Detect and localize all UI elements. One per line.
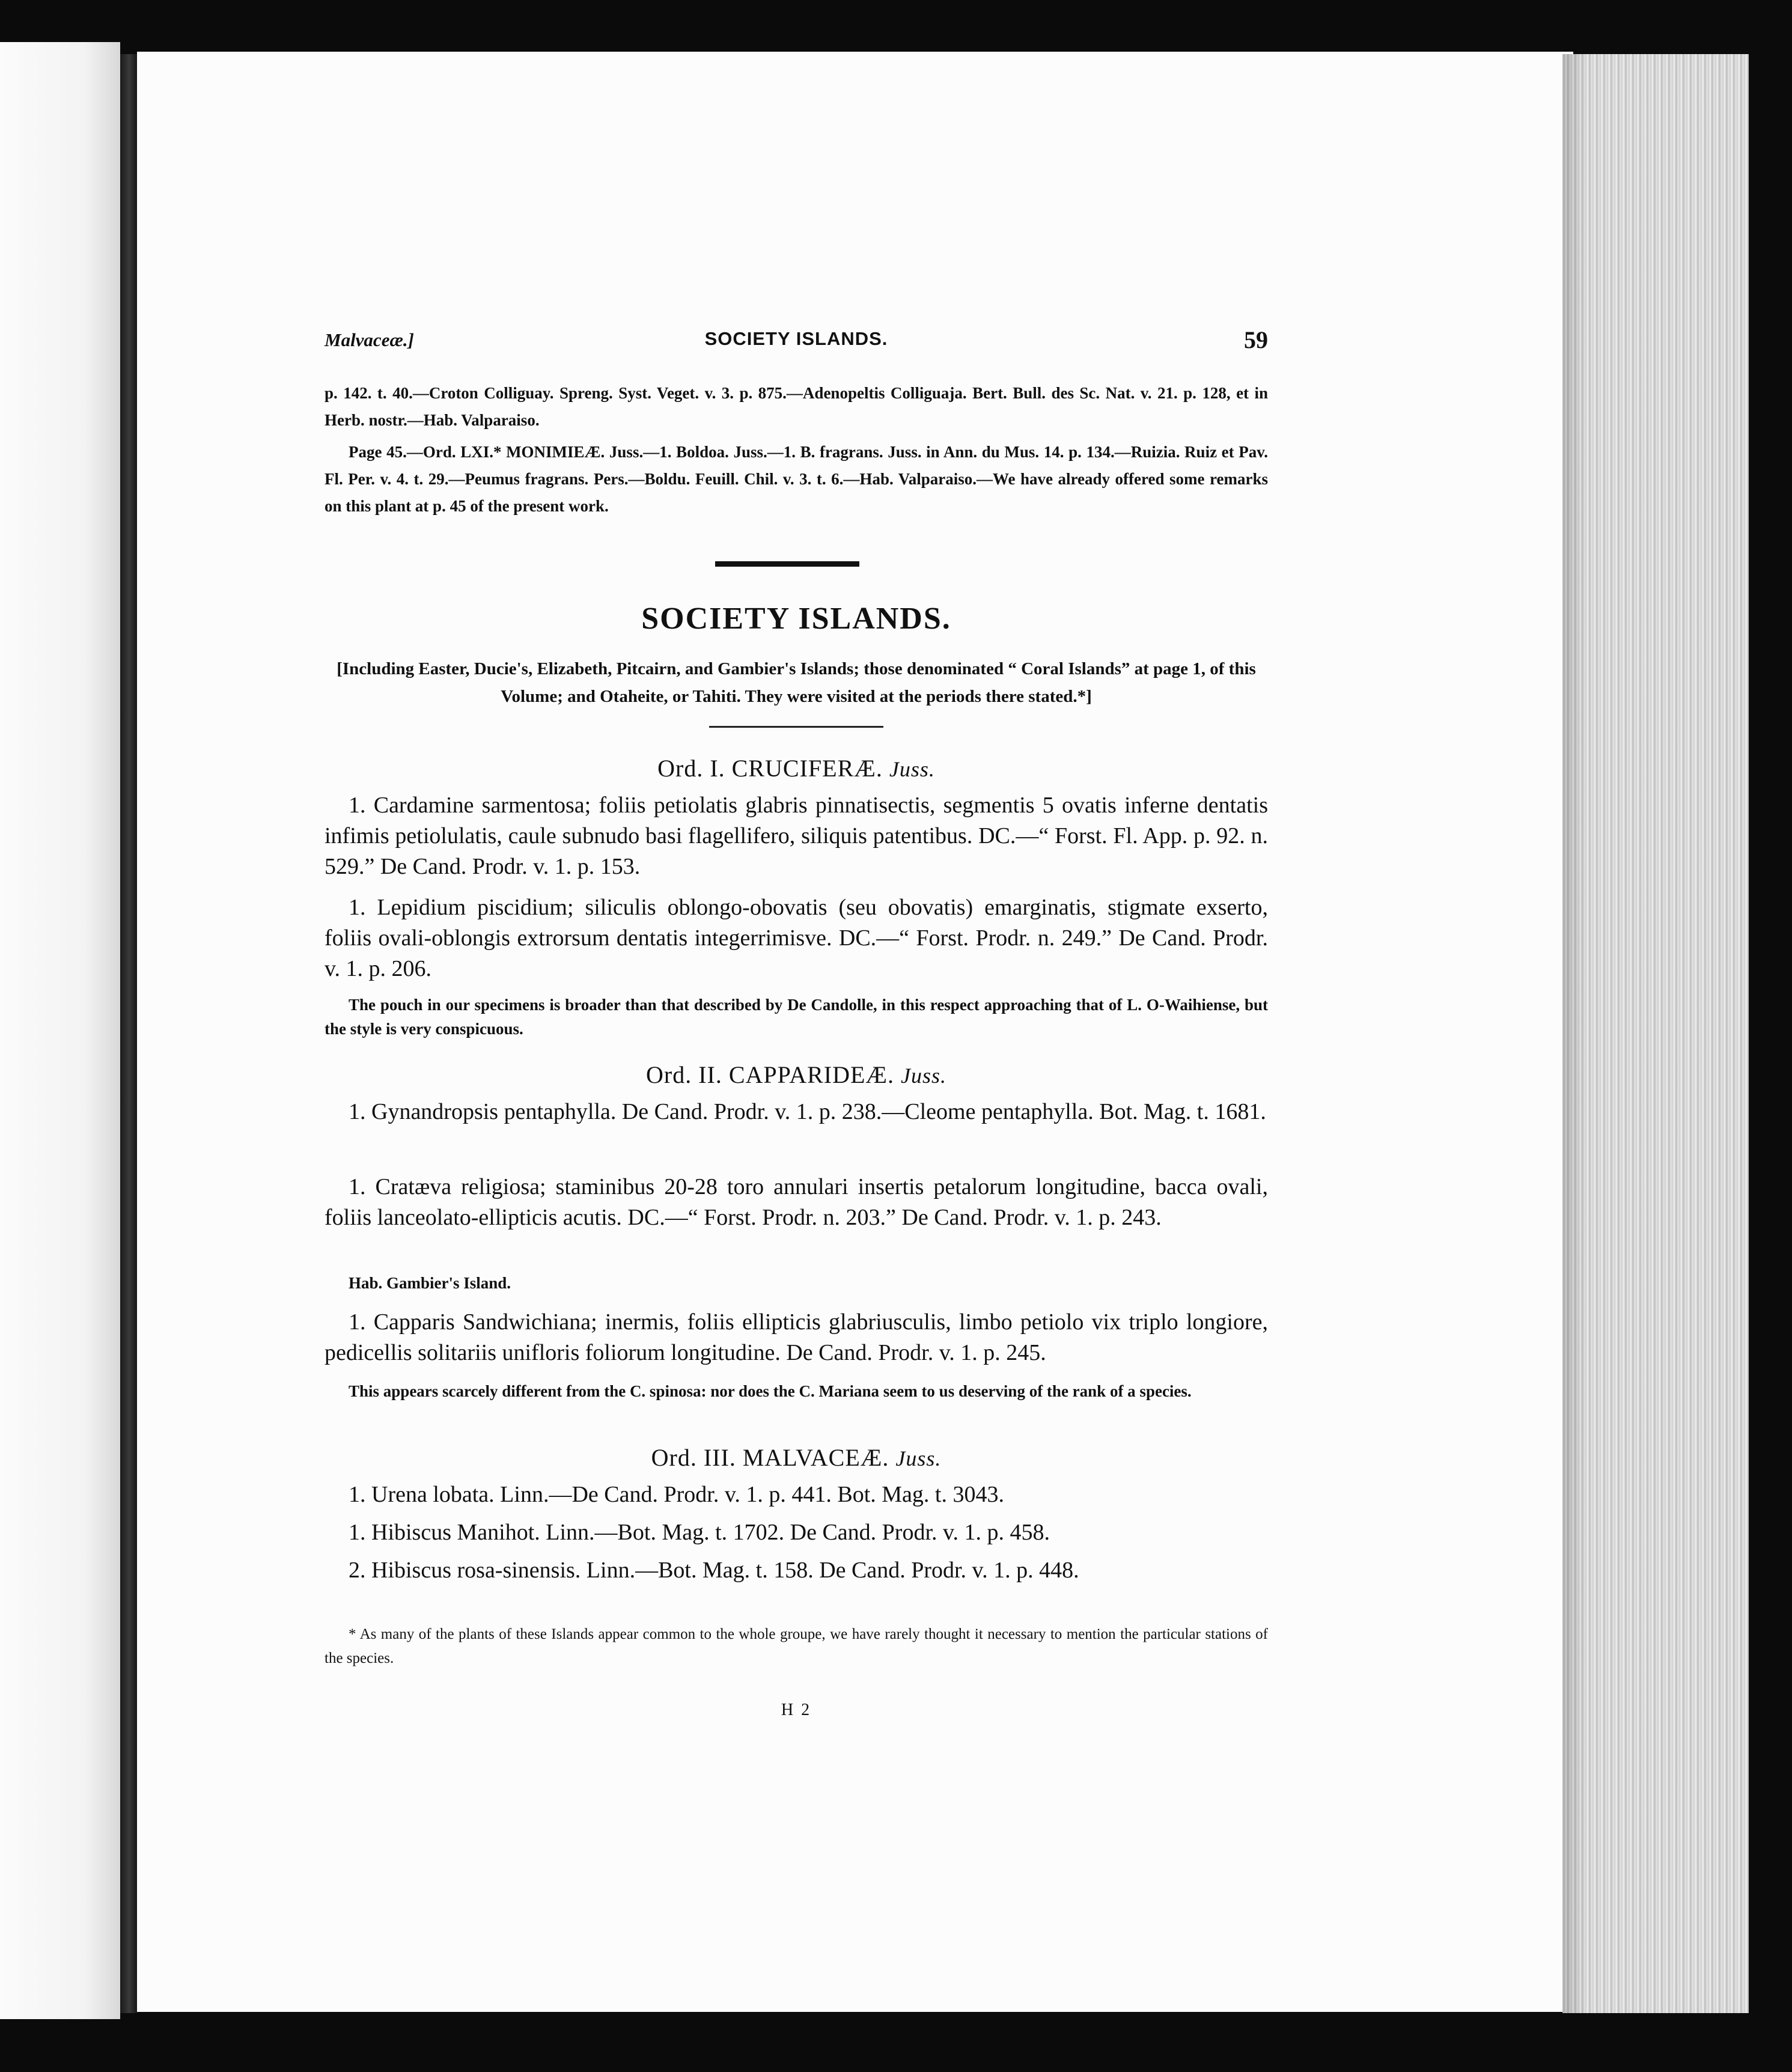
entry-crataeva: 1. Cratæva religiosa; staminibus 20-28 toro annulari insertis petalorum longitudine, bacca ovali, foliis lanceolato-ellipticis acutis. DC.—“ Forst. Prodr. n. 203.” De Cand. Prodr. v. 1. p. 243. [325,1174,1268,1230]
order-1-authority: Juss. [889,757,935,781]
carryover-paragraph-1: p. 142. t. 40.—Croton Colliguay. Spreng. Syst. Veget. v. 3. p. 875.—Adenopeltis Colliguaja. Bert. Bull. des Sc. Nat. v. 21. p. 128, et in Herb. nostr.—Hab. Valparaiso. [325,384,1268,429]
section-title: SOCIETY ISLANDS. [641,602,951,636]
order-1-name: Ord. I. CRUCIFERÆ. [657,755,883,782]
subtitle-rule [709,726,883,728]
order-3-authority: Juss. [895,1446,942,1470]
order-2-authority: Juss. [901,1064,946,1088]
entry-hibiscus-manihot: 1. Hibiscus Manihot. Linn.—Bot. Mag. t. 1702. De Cand. Prodr. v. 1. p. 458. [349,1520,1050,1545]
footnote: * As many of the plants of these Islands appear common to the whole groupe, we have rarely thought it necessary to mention the particular stations of the species. [325,1626,1268,1666]
order-2-name: Ord. II. CAPPARIDEÆ. [645,1061,894,1088]
entry-gynandropsis: 1. Gynandropsis pentaphylla. De Cand. Prodr. v. 1. p. 238.—Cleome pentaphylla. Bot. Mag. t. 1681. [349,1099,1266,1124]
entry-hibiscus-rosa: 2. Hibiscus rosa-sinensis. Linn.—Bot. Mag. t. 158. De Cand. Prodr. v. 1. p. 448. [349,1558,1079,1583]
signature-mark: H 2 [781,1701,812,1719]
section-subtitle: [Including Easter, Ducie's, Elizabeth, Pitcairn, and Gambier's Islands; those denominated “ Coral Islands” at page 1, of this Volume; and Otaheite, or Tahiti. They were visited at the periods there stated.*] [337,659,1256,706]
book-gutter [120,54,138,2013]
order-3-name: Ord. III. MALVACEÆ. [651,1444,889,1471]
order-heading-1 [325,754,1268,782]
note-lepidium: The pouch in our specimens is broader than that described by De Candolle, in this respect approaching that of L. O-Waihiense, but the style is very conspicuous. [325,996,1268,1038]
order-heading-3 [325,1443,1268,1472]
section-rule [715,561,859,567]
running-head-left: Malvaceæ.] [325,329,414,350]
note-crataeva: Hab. Gambier's Island. [349,1274,511,1292]
order-heading-2 [325,1061,1268,1089]
carryover-paragraph-2: Page 45.—Ord. LXI.* MONIMIEÆ. Juss.—1. Boldoa. Juss.—1. B. fragrans. Juss. in Ann. du Mus. 14. p. 134.—Ruizia. Ruiz et Pav. Fl. Per. v. 4. t. 29.—Peumus fragrans. Pers.—Boldu. Feuill. Chil. v. 3. t. 6.—Hab. Valparaiso.—We have already offered some remarks on this plant at p. 45 of the present work. [325,443,1268,515]
entry-cardamine: 1. Cardamine sarmentosa; foliis petiolatis glabris pinnatisectis, segmentis 5 ovatis inferne dentatis infimis petiolulatis, caule subnudo basi flagellifero, siliquis patentibus. DC.—“ Forst. Fl. App. p. 92. n. 529.” De Cand. Prodr. v. 1. p. 153. [325,793,1268,879]
running-head [325,325,1268,361]
entry-capparis: 1. Capparis Sandwichiana; inermis, foliis ellipticis glabriusculis, limbo petiolo vix triplo longiore, pedicellis solitariis unifloris foliorum longitudine. De Cand. Prodr. v. 1. p. 245. [325,1309,1268,1365]
left-page-edge [0,42,120,2019]
page-edges [1562,54,1749,2013]
page-edge-shadow [1562,54,1586,2013]
note-capparis: This appears scarcely different from the C. spinosa: nor does the C. Mariana seem to us deserving of the rank of a species. [349,1382,1192,1400]
entry-urena: 1. Urena lobata. Linn.—De Cand. Prodr. v. 1. p. 441. Bot. Mag. t. 3043. [349,1482,1004,1507]
page-number: 59 [1244,326,1268,353]
entry-lepidium: 1. Lepidium piscidium; siliculis oblongo-obovatis (seu obovatis) emarginatis, stigmate exserto, foliis ovali-oblongis extrorsum dentatis integerrimisve. DC.—“ Forst. Prodr. n. 249.” De Cand. Prodr. v. 1. p. 206. [325,895,1268,981]
running-head-title: SOCIETY ISLANDS. [704,328,888,349]
